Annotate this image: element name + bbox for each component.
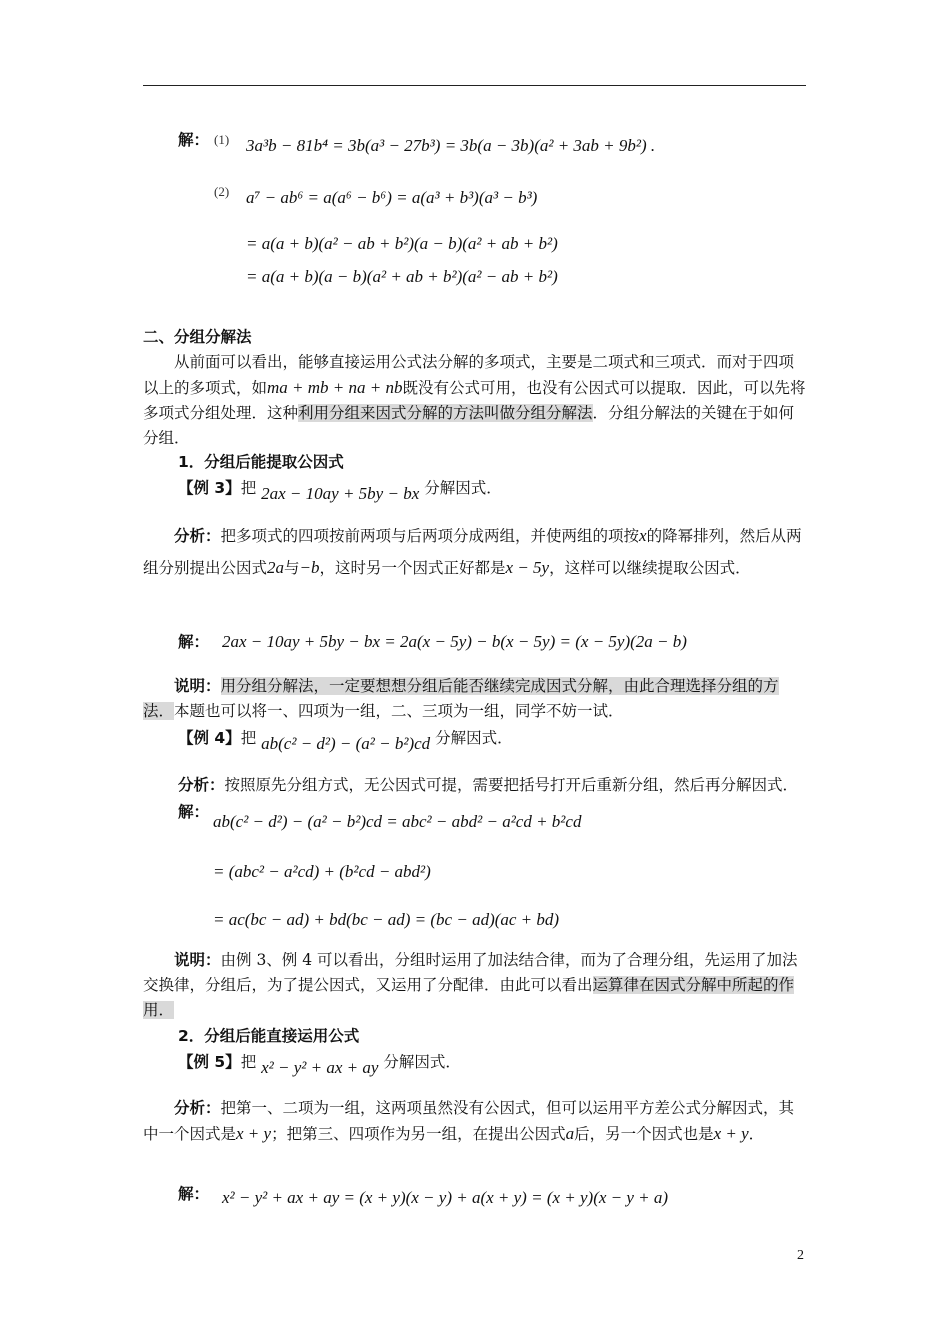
part2-equation-1: a⁷ − ab⁶ = a(a⁶ − b⁶) = a(a³ + b³)(a³ − b³) — [246, 188, 538, 207]
example-5-statement: 【例 5】把 x² − y² + ax + ay 分解因式． — [178, 1053, 461, 1077]
example-4-analysis: 分析：按照原先分组方式，无公因式可提，需要把括号打开后重新分组，然后再分解因式． — [178, 776, 799, 794]
part2-equation-3: = a(a + b)(a − b)(a² + ab + b²)(a² − ab + b²) — [246, 267, 558, 286]
part1-number: (1) — [214, 132, 230, 147]
example-5-solution: 解： x² − y² + ax + ay = (x + y)(x − y) + a(x + y) = (x + y)(x − y + a) — [178, 1185, 669, 1207]
solution-label: 解： — [178, 131, 210, 149]
example-4-equation-2: = (abc² − a²cd) + (b²cd − abd²) — [213, 862, 431, 881]
example-4-solution-label: 解： — [178, 803, 210, 821]
example-4-statement: 【例 4】把 ab(c² − d²) − (a² − b²)cd 分解因式． — [178, 729, 513, 753]
header-rule — [143, 85, 806, 86]
note-2: 说明：由例 3、例 4 可以看出，分组时运用了加法结合律，而为了合理分组，先运用了加法交换律，分组后，为了提公因式，又运用了分配律．由此可以看出运算律在因式分解中所起的作用． — [143, 951, 798, 1019]
part2-number: (2) — [214, 184, 230, 199]
note-1: 说明：用分组分解法，一定要想想分组后能否继续完成因式分解，由此合理选择分组的方法．本题也可以将一、四项为一组，二、三项为一组，同学不妨一试． — [143, 677, 779, 720]
page-number: 2 — [797, 1248, 804, 1263]
subsection-1-title: 1．分组后能提取公因式 — [178, 453, 344, 471]
section-intro-paragraph: 从前面可以看出，能够直接运用公式法分解的多项式，主要是二项式和三项式．而对于四项以上的多项式，如ma + mb + na + nb既没有公式可用，也没有公因式可以提取．因此，可以先将多项式分组处理．这种利用分组来因式分解的方法叫做分组分解法．分组分解法的关键在于如何分组． — [143, 353, 806, 447]
subsection-2-title: 2．分组后能直接运用公式 — [178, 1027, 360, 1045]
example-3-solution: 解： 2ax − 10ay + 5by − bx = 2a(x − 5y) − b(x − 5y) = (x − 5y)(2a − b) — [178, 632, 687, 651]
example-4-equation-1: ab(c² − d²) − (a² − b²)cd = abc² − abd² − a²cd + b²cd — [213, 812, 582, 831]
example-3-statement: 【例 3】把 2ax − 10ay + 5by − bx 分解因式． — [178, 479, 502, 503]
part1-equation: 3a³b − 81b⁴ = 3b(a³ − 27b³) = 3b(a − 3b)(a² + 3ab + 9b²) . — [246, 136, 656, 155]
part2-equation-2: = a(a + b)(a² − ab + b²)(a − b)(a² + ab + b²) — [246, 234, 558, 253]
section-title: 二、分组分解法 — [143, 328, 252, 346]
example-3-analysis: 分析：把多项式的四项按前两项与后两项分成两组，并使两组的项按x的降幂排列，然后从两组分别提出公因式2a与−b，这时另一个因式正好都是x − 5y，这样可以继续提取公因式． — [143, 526, 802, 577]
example-4-equation-3: = ac(bc − ad) + bd(bc − ad) = (bc − ad)(ac + bd) — [213, 910, 560, 929]
example-5-analysis: 分析：把第一、二项为一组，这两项虽然没有公因式，但可以运用平方差公式分解因式，其中一个因式是x + y；把第三、四项作为另一组，在提出公因式a后，另一个因式也是x + y． — [143, 1099, 795, 1143]
